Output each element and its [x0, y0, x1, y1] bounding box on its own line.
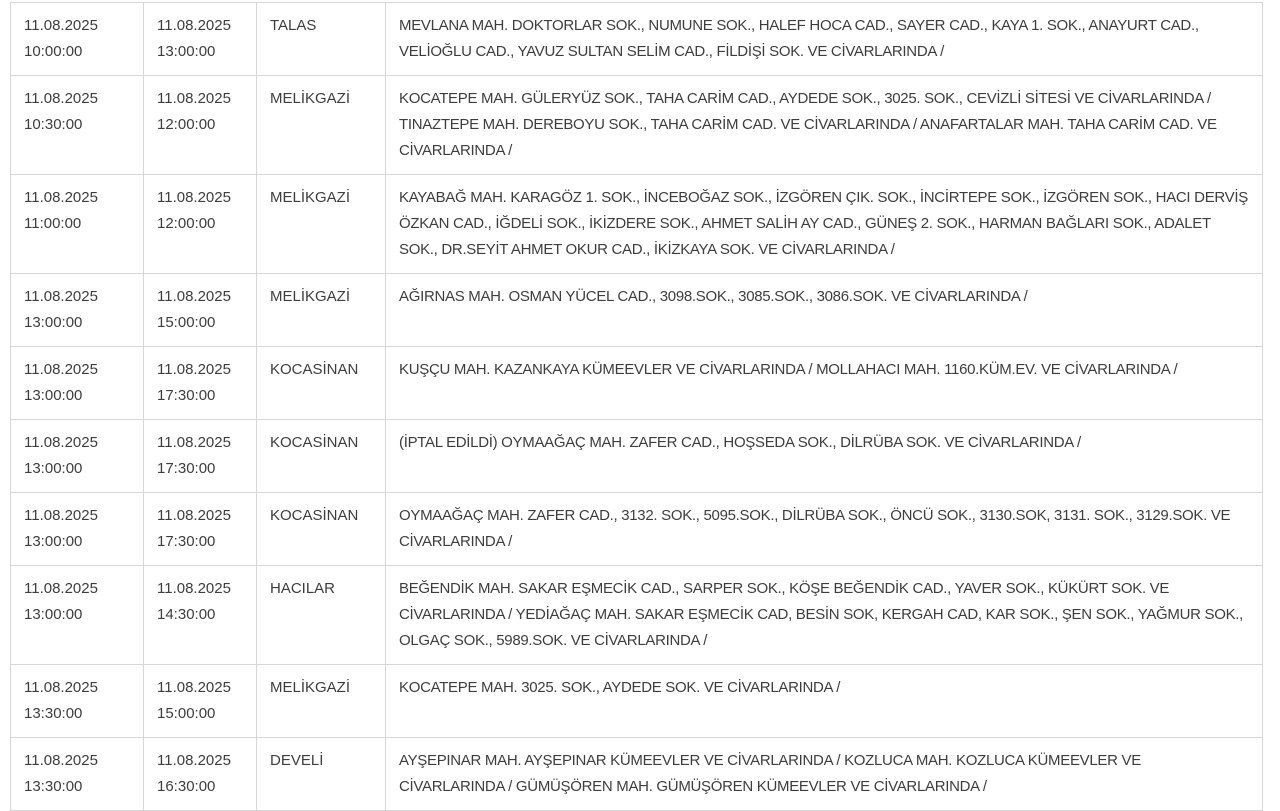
end-time: 17:30:00 [157, 533, 216, 550]
start-datetime-cell [11, 665, 144, 738]
end-datetime-cell [144, 738, 257, 811]
start-date: 11.08.2025 [24, 580, 98, 597]
end-date: 11.08.2025 [157, 361, 231, 378]
district-cell: TALAS [257, 3, 386, 76]
end-datetime-cell [144, 493, 257, 566]
start-time: 13:00:00 [24, 606, 83, 623]
end-date: 11.08.2025 [157, 189, 231, 206]
start-date: 11.08.2025 [24, 90, 98, 107]
district-cell: MELİKGAZİ [257, 175, 386, 274]
affected-areas-cell: MEVLANA MAH. DOKTORLAR SOK., NUMUNE SOK., HALEF HOCA CAD., SAYER CAD., KAYA 1. SOK., ANAYURT CAD., VELİOĞLU CAD., YAVUZ SULTAN SELİM CAD., FİLDİŞİ SOK. VE CİVARLARINDA / [386, 3, 1263, 76]
start-datetime-cell [11, 347, 144, 420]
start-datetime-cell [11, 420, 144, 493]
end-time: 12:00:00 [157, 215, 216, 232]
end-datetime-cell [144, 347, 257, 420]
end-datetime-cell [144, 420, 257, 493]
table-row [11, 665, 1263, 738]
start-time: 13:30:00 [24, 778, 83, 795]
end-date: 11.08.2025 [157, 507, 231, 524]
district-cell: KOCASİNAN [257, 420, 386, 493]
end-date: 11.08.2025 [157, 17, 231, 34]
start-date: 11.08.2025 [24, 752, 98, 769]
end-date: 11.08.2025 [157, 679, 231, 696]
start-datetime-cell [11, 738, 144, 811]
start-time: 13:30:00 [24, 705, 83, 722]
district-cell: MELİKGAZİ [257, 665, 386, 738]
end-date: 11.08.2025 [157, 752, 231, 769]
end-time: 16:30:00 [157, 778, 216, 795]
end-time: 12:00:00 [157, 116, 216, 133]
start-time: 13:00:00 [24, 460, 83, 477]
start-date: 11.08.2025 [24, 434, 98, 451]
affected-areas-cell: KAYABAĞ MAH. KARAGÖZ 1. SOK., İNCEBOĞAZ SOK., İZGÖREN ÇIK. SOK., İNCİRTEPE SOK., İZGÖREN SOK., HACI DERVİŞ ÖZKAN CAD., İĞDELİ SOK., İKİZDERE SOK., AHMET SALİH AY CAD., GÜNEŞ 2. SOK., HARMAN BAĞLARI SOK., ADALET SOK., DR.SEYİT AHMET OKUR CAD., İKİZKAYA SOK. VE CİVARLARINDA / [386, 175, 1263, 274]
outage-schedule-table [10, 2, 1263, 811]
start-datetime-cell [11, 274, 144, 347]
end-date: 11.08.2025 [157, 434, 231, 451]
start-time: 13:00:00 [24, 387, 83, 404]
start-datetime-cell [11, 76, 144, 175]
affected-areas-cell: AYŞEPINAR MAH. AYŞEPINAR KÜMEEVLER VE CİVARLARINDA / KOZLUCA MAH. KOZLUCA KÜMEEVLER VE CİVARLARINDA / GÜMÜŞÖREN MAH. GÜMÜŞÖREN KÜMEEVLER VE CİVARLARINDA / [386, 738, 1263, 811]
table-body [11, 3, 1263, 811]
end-date: 11.08.2025 [157, 90, 231, 107]
end-datetime-cell [144, 274, 257, 347]
start-date: 11.08.2025 [24, 189, 98, 206]
table-row [11, 347, 1263, 420]
start-time: 10:00:00 [24, 43, 83, 60]
table-row [11, 76, 1263, 175]
affected-areas-cell: KOCATEPE MAH. GÜLERYÜZ SOK., TAHA CARİM CAD., AYDEDE SOK., 3025. SOK., CEVİZLİ SİTESİ VE CİVARLARINDA / TINAZTEPE MAH. DEREBOYU SOK., TAHA CARİM CAD. VE CİVARLARINDA / ANAFARTALAR MAH. TAHA CARİM CAD. VE CİVARLARINDA / [386, 76, 1263, 175]
start-date: 11.08.2025 [24, 17, 98, 34]
affected-areas-cell: BEĞENDİK MAH. SAKAR EŞMECİK CAD., SARPER SOK., KÖŞE BEĞENDİK CAD., YAVER SOK., KÜKÜRT SOK. VE CİVARLARINDA / YEDİAĞAÇ MAH. SAKAR EŞMECİK CAD, BESİN SOK, KERGAH CAD, KAR SOK., ŞEN SOK., YAĞMUR SOK., OLGAÇ SOK., 5989.SOK. VE CİVARLARINDA / [386, 566, 1263, 665]
end-time: 13:00:00 [157, 43, 216, 60]
start-datetime-cell [11, 175, 144, 274]
district-cell: KOCASİNAN [257, 493, 386, 566]
affected-areas-cell: OYMAAĞAÇ MAH. ZAFER CAD., 3132. SOK., 5095.SOK., DİLRÜBA SOK., ÖNCÜ SOK., 3130.SOK, 3131. SOK., 3129.SOK. VE CİVARLARINDA / [386, 493, 1263, 566]
start-date: 11.08.2025 [24, 288, 98, 305]
table-row [11, 3, 1263, 76]
start-datetime-cell [11, 566, 144, 665]
start-datetime-cell [11, 3, 144, 76]
affected-areas-cell: KUŞÇU MAH. KAZANKAYA KÜMEEVLER VE CİVARLARINDA / MOLLAHACI MAH. 1160.KÜM.EV. VE CİVARLARINDA / [386, 347, 1263, 420]
affected-areas-cell: AĞIRNAS MAH. OSMAN YÜCEL CAD., 3098.SOK., 3085.SOK., 3086.SOK. VE CİVARLARINDA / [386, 274, 1263, 347]
affected-areas-cell: KOCATEPE MAH. 3025. SOK., AYDEDE SOK. VE CİVARLARINDA / [386, 665, 1263, 738]
start-time: 10:30:00 [24, 116, 83, 133]
start-time: 13:00:00 [24, 314, 83, 331]
start-datetime-cell [11, 493, 144, 566]
start-date: 11.08.2025 [24, 361, 98, 378]
district-cell: HACILAR [257, 566, 386, 665]
district-cell: MELİKGAZİ [257, 274, 386, 347]
end-datetime-cell [144, 665, 257, 738]
end-datetime-cell [144, 566, 257, 665]
end-time: 17:30:00 [157, 460, 216, 477]
end-time: 15:00:00 [157, 705, 216, 722]
start-date: 11.08.2025 [24, 507, 98, 524]
table-row [11, 420, 1263, 493]
table-row [11, 274, 1263, 347]
end-datetime-cell [144, 3, 257, 76]
table-row [11, 738, 1263, 811]
start-time: 13:00:00 [24, 533, 83, 550]
district-cell: MELİKGAZİ [257, 76, 386, 175]
start-time: 11:00:00 [24, 215, 82, 232]
table-row [11, 493, 1263, 566]
start-date: 11.08.2025 [24, 679, 98, 696]
end-datetime-cell [144, 175, 257, 274]
affected-areas-cell: (İPTAL EDİLDİ) OYMAAĞAÇ MAH. ZAFER CAD., HOŞSEDA SOK., DİLRÜBA SOK. VE CİVARLARINDA / [386, 420, 1263, 493]
end-date: 11.08.2025 [157, 580, 231, 597]
table-row [11, 175, 1263, 274]
table-row [11, 566, 1263, 665]
end-time: 15:00:00 [157, 314, 216, 331]
end-datetime-cell [144, 76, 257, 175]
end-time: 17:30:00 [157, 387, 216, 404]
district-cell: KOCASİNAN [257, 347, 386, 420]
district-cell: DEVELİ [257, 738, 386, 811]
end-date: 11.08.2025 [157, 288, 231, 305]
end-time: 14:30:00 [157, 606, 216, 623]
